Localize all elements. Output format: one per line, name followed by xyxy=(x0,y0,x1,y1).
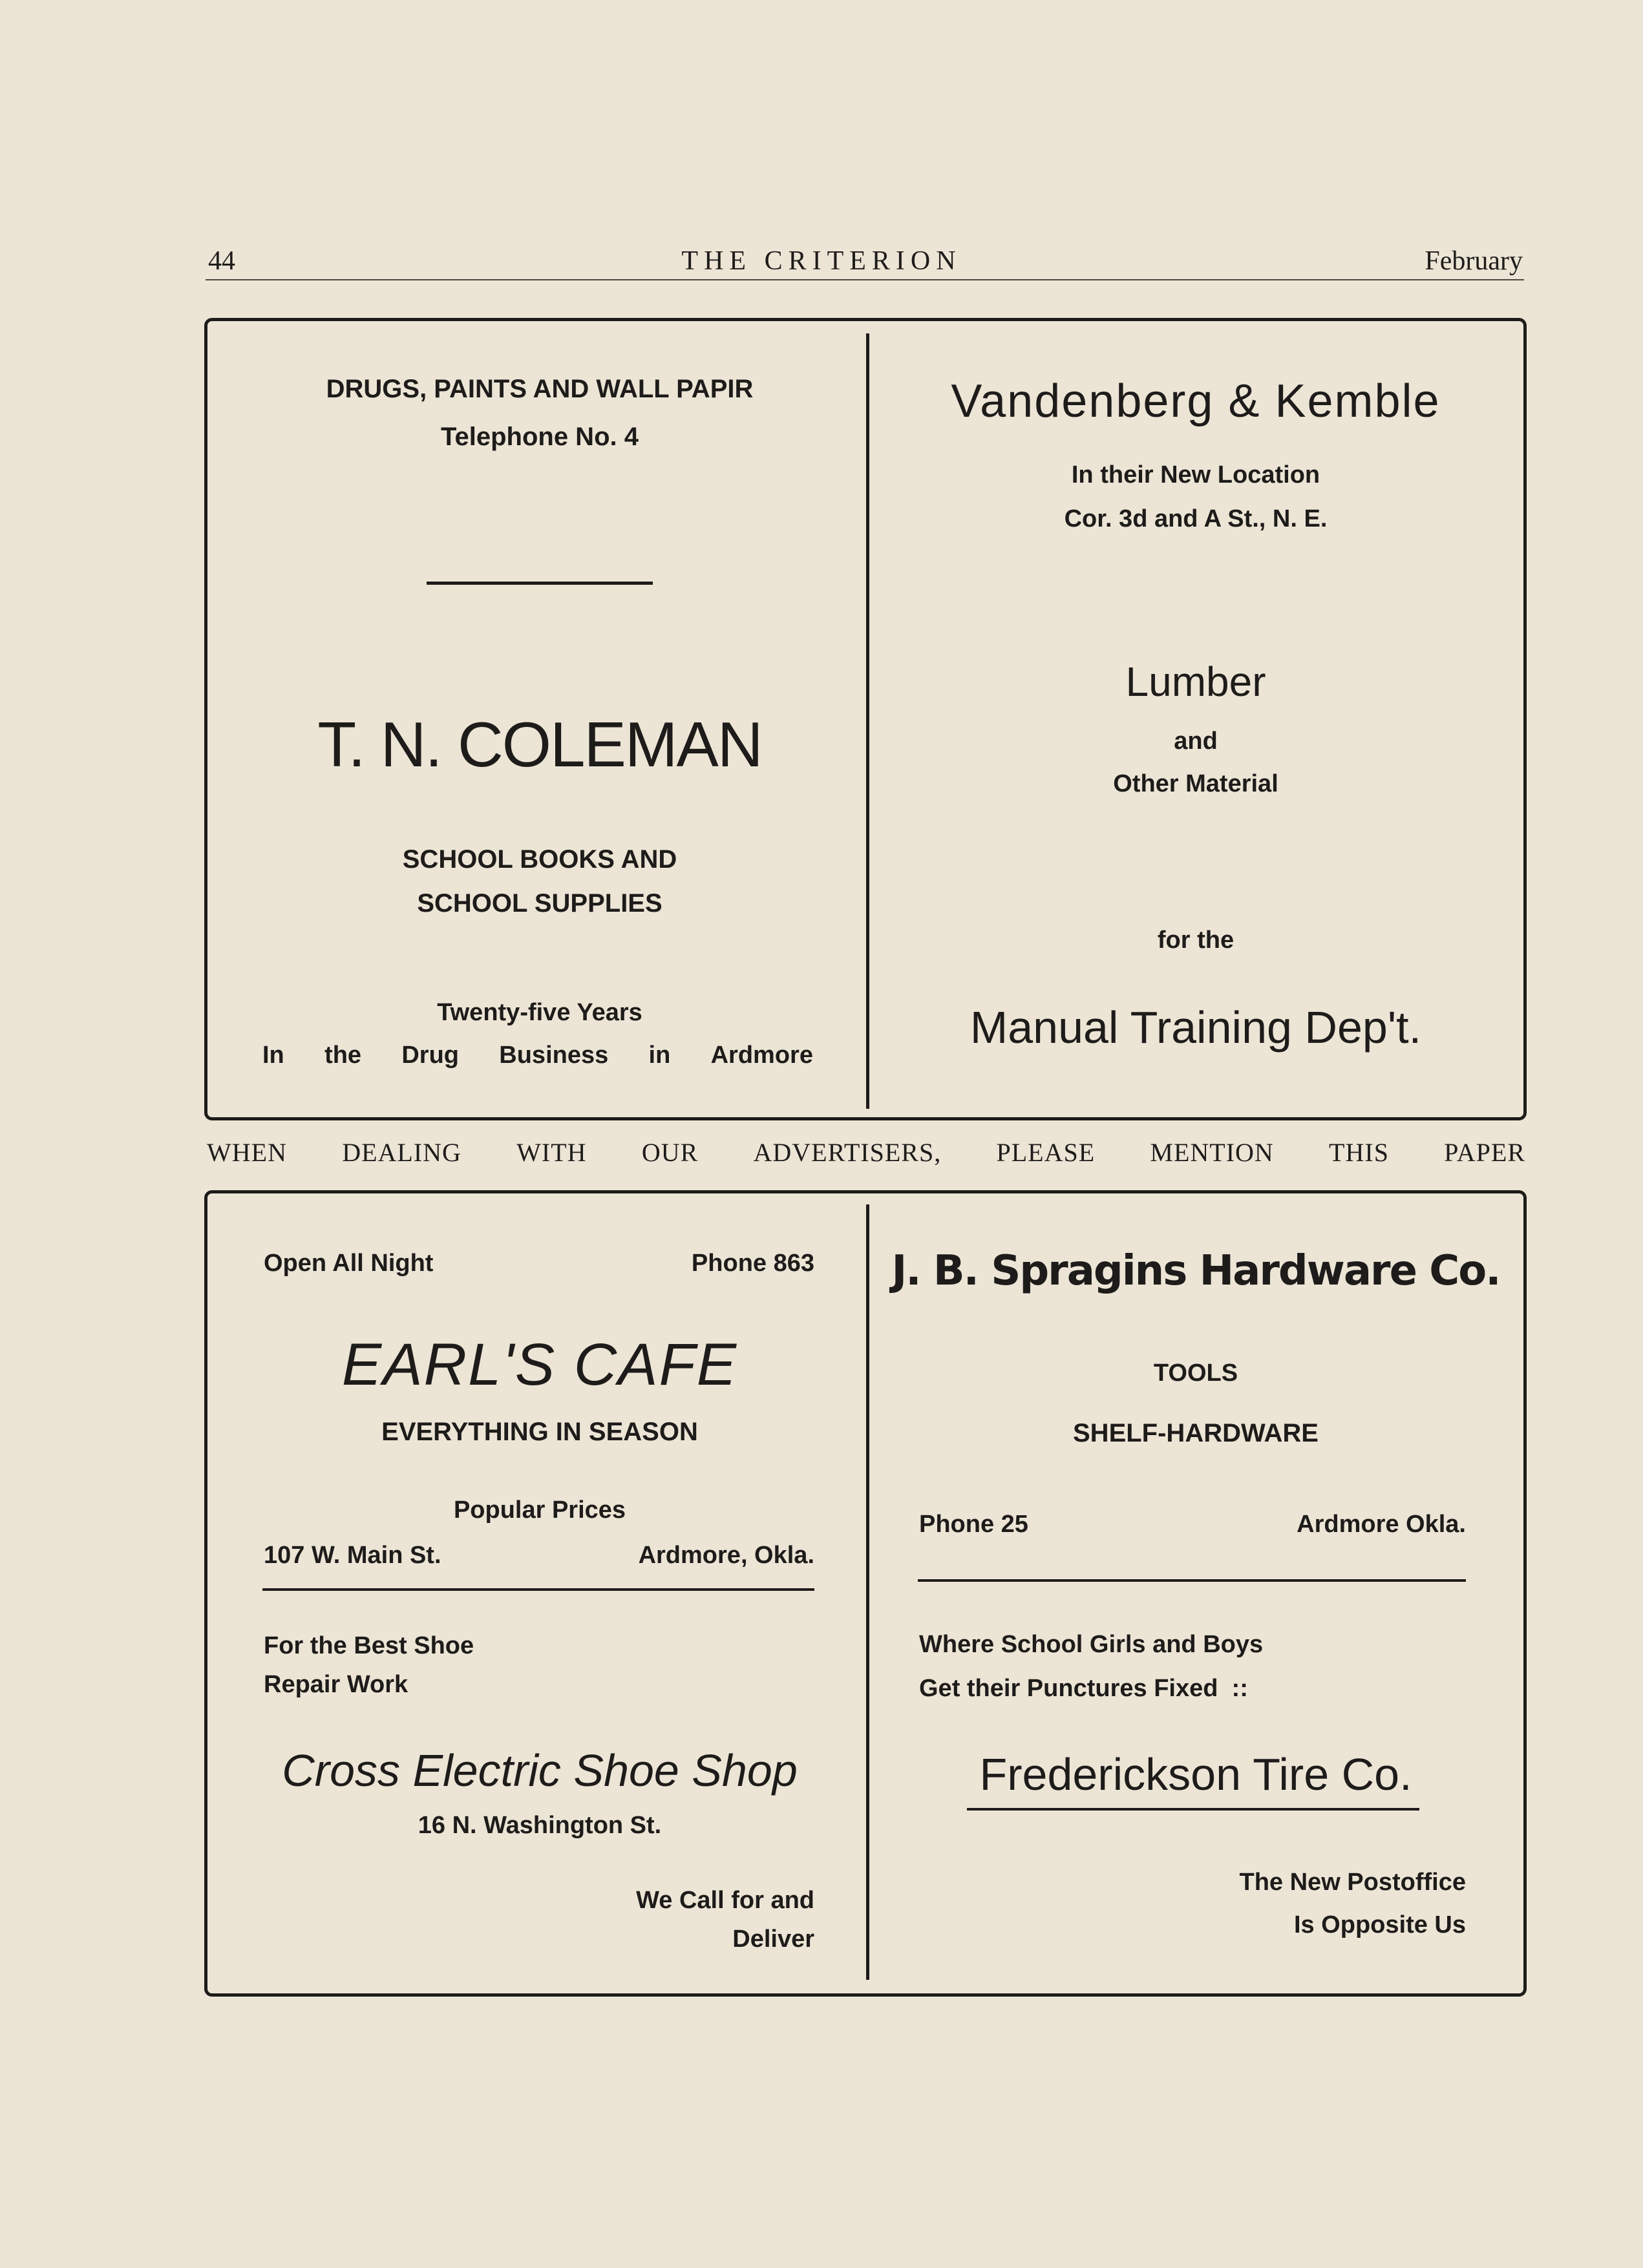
banner-word: PAPER xyxy=(1444,1138,1525,1167)
cross-name: Cross Electric Shoe Shop xyxy=(282,1745,798,1796)
coleman-history-word: In xyxy=(262,1042,284,1069)
banner-word: DEALING xyxy=(342,1138,461,1167)
cross-service-line2: Deliver xyxy=(732,1926,814,1953)
frederickson-underline xyxy=(967,1808,1419,1811)
vandenberg-and: and xyxy=(1174,728,1218,755)
frederickson-name: Frederickson Tire Co. xyxy=(979,1749,1412,1800)
cross-service-line1: We Call for and xyxy=(636,1887,814,1914)
banner-word: MENTION xyxy=(1150,1138,1274,1167)
ad-divider-top xyxy=(866,333,869,1109)
coleman-history-word: Business xyxy=(499,1042,609,1069)
coleman-history-word: Drug xyxy=(401,1042,459,1069)
banner-word: WITH xyxy=(516,1138,587,1167)
frederickson-note-line1: The New Postoffice xyxy=(1239,1869,1466,1896)
cross-line2: Repair Work xyxy=(264,1671,408,1698)
spragins-city: Ardmore Okla. xyxy=(1297,1511,1466,1538)
coleman-history-line1: Twenty-five Years xyxy=(437,999,642,1026)
coleman-history-word: the xyxy=(324,1042,362,1069)
journal-title: THE CRITERION xyxy=(681,246,962,276)
earls-rule xyxy=(262,1588,814,1591)
spragins-product2: SHELF-HARDWARE xyxy=(1073,1419,1319,1447)
coleman-telephone: Telephone No. 4 xyxy=(441,423,639,451)
earls-address: 107 W. Main St. xyxy=(264,1542,441,1569)
vandenberg-other: Other Material xyxy=(1113,770,1278,797)
frederickson-note-line2: Is Opposite Us xyxy=(1293,1911,1466,1938)
earls-hours: Open All Night xyxy=(264,1250,434,1277)
vandenberg-location-line2: Cor. 3d and A St., N. E. xyxy=(1064,505,1328,532)
coleman-history-word: Ardmore xyxy=(710,1042,813,1069)
vandenberg-name: Vandenberg & Kemble xyxy=(951,375,1441,427)
coleman-tagline: DRUGS, PAINTS AND WALL PAPIR xyxy=(326,375,754,403)
earls-phone: Phone 863 xyxy=(691,1250,814,1277)
spragins-rule xyxy=(918,1579,1466,1582)
page-number: 44 xyxy=(208,246,235,276)
spragins-product1: TOOLS xyxy=(1153,1360,1238,1387)
issue-month: February xyxy=(1425,246,1523,276)
vandenberg-location-line1: In their New Location xyxy=(1071,461,1320,488)
banner-word: OUR xyxy=(641,1138,699,1167)
earls-slogan: EVERYTHING IN SEASON xyxy=(381,1418,698,1446)
cross-line1: For the Best Shoe xyxy=(264,1632,474,1659)
coleman-history-line2 xyxy=(262,1042,813,1069)
vandenberg-product: Lumber xyxy=(1125,658,1266,705)
coleman-products-line2: SCHOOL SUPPLIES xyxy=(417,889,662,918)
frederickson-line1: Where School Girls and Boys xyxy=(919,1631,1264,1658)
spragins-phone: Phone 25 xyxy=(919,1511,1028,1538)
cross-address: 16 N. Washington St. xyxy=(418,1812,662,1839)
advertiser-banner xyxy=(207,1137,1525,1168)
frederickson-line2: Get their Punctures Fixed :: xyxy=(919,1675,1248,1702)
earls-name: EARL'S CAFE xyxy=(341,1332,738,1398)
vandenberg-department: Manual Training Dep't. xyxy=(970,1002,1422,1053)
coleman-history-word: in xyxy=(648,1042,671,1069)
spragins-name: J. B. Spragins Hardware Co. xyxy=(891,1247,1500,1295)
banner-word: ADVERTISERS, xyxy=(753,1138,942,1167)
header-rule xyxy=(206,279,1524,280)
coleman-name: T. N. COLEMAN xyxy=(317,709,762,780)
ad-divider-bottom xyxy=(866,1204,869,1980)
banner-word: THIS xyxy=(1329,1138,1389,1167)
coleman-products-line1: SCHOOL BOOKS AND xyxy=(402,845,677,874)
banner-word: PLEASE xyxy=(996,1138,1096,1167)
vandenberg-for-the: for the xyxy=(1157,927,1235,954)
earls-city: Ardmore, Okla. xyxy=(638,1542,814,1569)
banner-word: WHEN xyxy=(207,1138,287,1167)
earls-prices: Popular Prices xyxy=(453,1496,626,1524)
coleman-rule xyxy=(427,582,653,585)
